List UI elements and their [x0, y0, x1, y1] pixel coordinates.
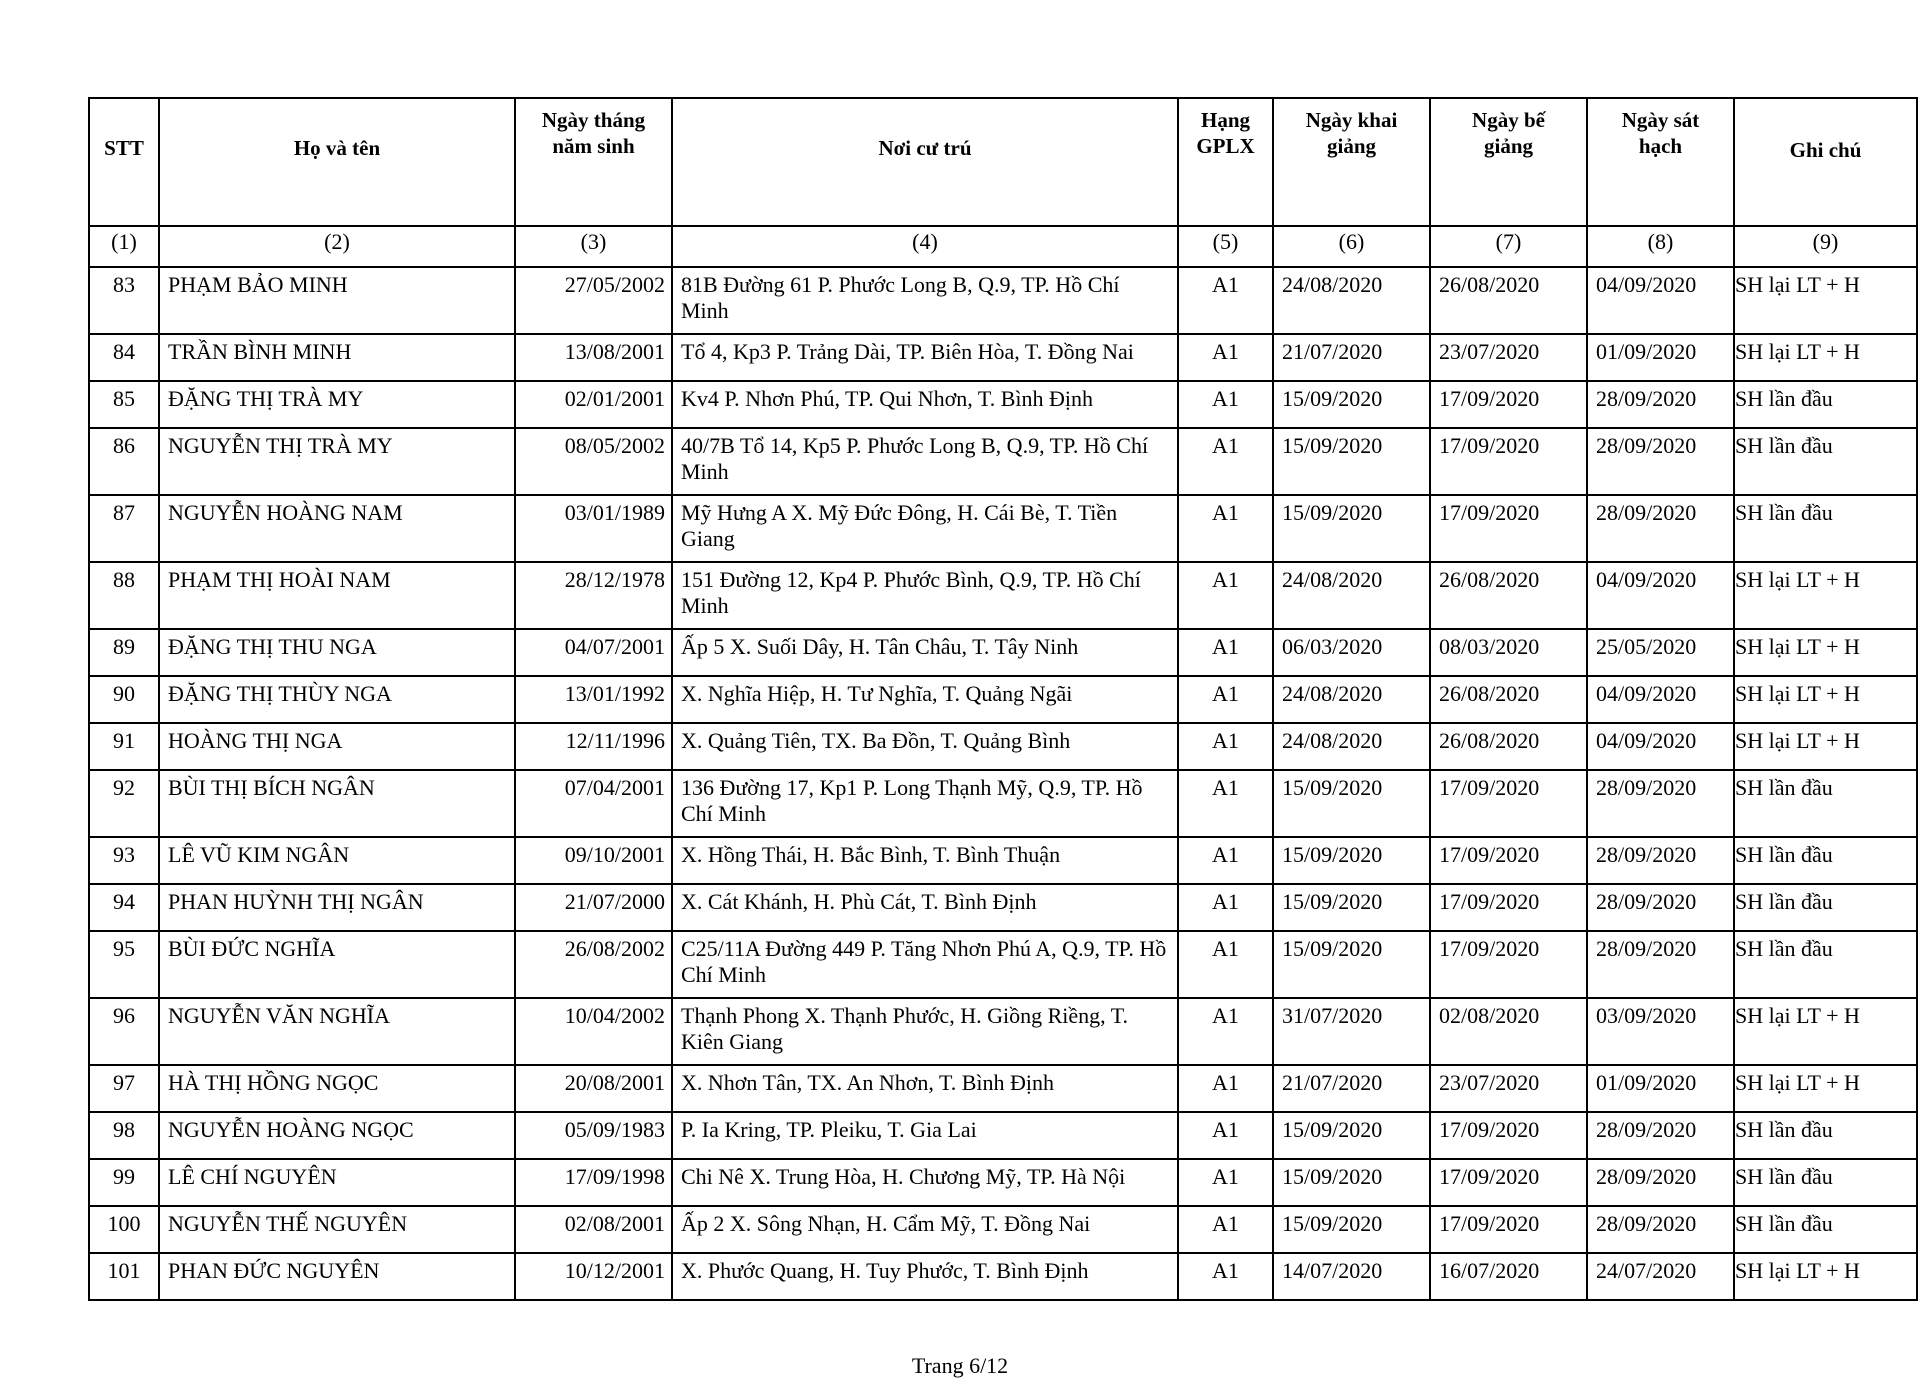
cell-end-date: 17/09/2020 [1430, 381, 1587, 428]
cell-license-class: A1 [1178, 1065, 1273, 1112]
cell-exam-date: 28/09/2020 [1587, 770, 1734, 837]
table-row [89, 770, 1917, 837]
cell-address: 136 Đường 17, Kp1 P. Long Thạnh Mỹ, Q.9, TP. Hồ Chí Minh [672, 770, 1178, 837]
cell-dob: 17/09/1998 [515, 1159, 672, 1206]
cell-license-class: A1 [1178, 676, 1273, 723]
cell-stt: 92 [89, 770, 159, 837]
cell-address: 81B Đường 61 P. Phước Long B, Q.9, TP. Hồ Chí Minh [672, 267, 1178, 334]
cell-address: X. Nhơn Tân, TX. An Nhơn, T. Bình Định [672, 1065, 1178, 1112]
cell-note: SH lại LT + H [1734, 267, 1917, 334]
cell-name: NGUYỄN HOÀNG NAM [159, 495, 515, 562]
cell-name: HÀ THỊ HỒNG NGỌC [159, 1065, 515, 1112]
cell-start-date: 24/08/2020 [1273, 676, 1430, 723]
cell-stt: 89 [89, 629, 159, 676]
cell-stt: 85 [89, 381, 159, 428]
table-row [89, 884, 1917, 931]
cell-exam-date: 28/09/2020 [1587, 428, 1734, 495]
column-number: (5) [1178, 226, 1273, 267]
cell-exam-date: 04/09/2020 [1587, 562, 1734, 629]
cell-exam-date: 04/09/2020 [1587, 676, 1734, 723]
cell-exam-date: 04/09/2020 [1587, 723, 1734, 770]
cell-stt: 90 [89, 676, 159, 723]
cell-note: SH lần đầu [1734, 1112, 1917, 1159]
cell-note: SH lần đầu [1734, 931, 1917, 998]
cell-license-class: A1 [1178, 723, 1273, 770]
cell-exam-date: 28/09/2020 [1587, 495, 1734, 562]
cell-address: X. Quảng Tiên, TX. Ba Đồn, T. Quảng Bình [672, 723, 1178, 770]
cell-dob: 26/08/2002 [515, 931, 672, 998]
cell-dob: 08/05/2002 [515, 428, 672, 495]
cell-license-class: A1 [1178, 562, 1273, 629]
cell-note: SH lần đầu [1734, 1159, 1917, 1206]
cell-end-date: 17/09/2020 [1430, 1112, 1587, 1159]
cell-name: TRẦN BÌNH MINH [159, 334, 515, 381]
header-exam-date: Ngày sát hạch [1587, 98, 1734, 226]
cell-address: 151 Đường 12, Kp4 P. Phước Bình, Q.9, TP. Hồ Chí Minh [672, 562, 1178, 629]
cell-start-date: 15/09/2020 [1273, 1206, 1430, 1253]
cell-note: SH lần đầu [1734, 495, 1917, 562]
header-row [89, 98, 1917, 226]
cell-note: SH lại LT + H [1734, 998, 1917, 1065]
cell-end-date: 17/09/2020 [1430, 931, 1587, 998]
cell-address: C25/11A Đường 449 P. Tăng Nhơn Phú A, Q.9, TP. Hồ Chí Minh [672, 931, 1178, 998]
cell-dob: 13/01/1992 [515, 676, 672, 723]
table-row [89, 267, 1917, 334]
table-row [89, 562, 1917, 629]
student-list-table [88, 97, 1918, 1301]
cell-note: SH lại LT + H [1734, 1253, 1917, 1300]
cell-dob: 27/05/2002 [515, 267, 672, 334]
cell-note: SH lần đầu [1734, 770, 1917, 837]
cell-license-class: A1 [1178, 1253, 1273, 1300]
cell-exam-date: 04/09/2020 [1587, 267, 1734, 334]
cell-name: NGUYỄN THẾ NGUYÊN [159, 1206, 515, 1253]
cell-dob: 07/04/2001 [515, 770, 672, 837]
header-address: Nơi cư trú [672, 98, 1178, 226]
cell-end-date: 02/08/2020 [1430, 998, 1587, 1065]
cell-name: ĐẶNG THỊ TRÀ MY [159, 381, 515, 428]
cell-exam-date: 28/09/2020 [1587, 931, 1734, 998]
cell-end-date: 17/09/2020 [1430, 837, 1587, 884]
cell-start-date: 15/09/2020 [1273, 495, 1430, 562]
cell-stt: 97 [89, 1065, 159, 1112]
cell-start-date: 15/09/2020 [1273, 428, 1430, 495]
cell-dob: 13/08/2001 [515, 334, 672, 381]
cell-stt: 83 [89, 267, 159, 334]
cell-start-date: 15/09/2020 [1273, 381, 1430, 428]
cell-stt: 93 [89, 837, 159, 884]
cell-address: Thạnh Phong X. Thạnh Phước, H. Giồng Riềng, T. Kiên Giang [672, 998, 1178, 1065]
cell-license-class: A1 [1178, 998, 1273, 1065]
cell-name: ĐẶNG THỊ THU NGA [159, 629, 515, 676]
cell-license-class: A1 [1178, 267, 1273, 334]
cell-exam-date: 28/09/2020 [1587, 381, 1734, 428]
table-row [89, 931, 1917, 998]
cell-stt: 84 [89, 334, 159, 381]
header-license-class: Hạng GPLX [1178, 98, 1273, 226]
cell-end-date: 23/07/2020 [1430, 334, 1587, 381]
cell-start-date: 31/07/2020 [1273, 998, 1430, 1065]
cell-stt: 100 [89, 1206, 159, 1253]
column-number: (9) [1734, 226, 1917, 267]
cell-exam-date: 01/09/2020 [1587, 334, 1734, 381]
cell-exam-date: 28/09/2020 [1587, 1206, 1734, 1253]
cell-license-class: A1 [1178, 1159, 1273, 1206]
table-row [89, 1065, 1917, 1112]
cell-start-date: 06/03/2020 [1273, 629, 1430, 676]
cell-dob: 10/04/2002 [515, 998, 672, 1065]
cell-name: ĐẶNG THỊ THÙY NGA [159, 676, 515, 723]
cell-stt: 99 [89, 1159, 159, 1206]
cell-name: PHAN ĐỨC NGUYÊN [159, 1253, 515, 1300]
cell-note: SH lại LT + H [1734, 676, 1917, 723]
cell-address: 40/7B Tổ 14, Kp5 P. Phước Long B, Q.9, TP. Hồ Chí Minh [672, 428, 1178, 495]
column-number: (6) [1273, 226, 1430, 267]
cell-name: PHẠM BẢO MINH [159, 267, 515, 334]
table-row [89, 428, 1917, 495]
cell-note: SH lại LT + H [1734, 334, 1917, 381]
cell-note: SH lại LT + H [1734, 629, 1917, 676]
table-row [89, 676, 1917, 723]
cell-dob: 03/01/1989 [515, 495, 672, 562]
cell-dob: 20/08/2001 [515, 1065, 672, 1112]
cell-stt: 98 [89, 1112, 159, 1159]
header-name: Họ và tên [159, 98, 515, 226]
cell-end-date: 26/08/2020 [1430, 562, 1587, 629]
table-row [89, 629, 1917, 676]
cell-license-class: A1 [1178, 1206, 1273, 1253]
table-row [89, 1112, 1917, 1159]
cell-dob: 09/10/2001 [515, 837, 672, 884]
cell-license-class: A1 [1178, 770, 1273, 837]
cell-address: X. Phước Quang, H. Tuy Phước, T. Bình Định [672, 1253, 1178, 1300]
cell-address: Kv4 P. Nhơn Phú, TP. Qui Nhơn, T. Bình Định [672, 381, 1178, 428]
cell-start-date: 15/09/2020 [1273, 884, 1430, 931]
cell-exam-date: 28/09/2020 [1587, 884, 1734, 931]
table-row [89, 723, 1917, 770]
cell-end-date: 17/09/2020 [1430, 770, 1587, 837]
cell-end-date: 08/03/2020 [1430, 629, 1587, 676]
cell-note: SH lần đầu [1734, 428, 1917, 495]
table-row [89, 998, 1917, 1065]
table-body [89, 226, 1917, 1300]
cell-address: Ấp 5 X. Suối Dây, H. Tân Châu, T. Tây Ninh [672, 629, 1178, 676]
cell-note: SH lần đầu [1734, 381, 1917, 428]
cell-note: SH lại LT + H [1734, 1065, 1917, 1112]
column-number: (2) [159, 226, 515, 267]
cell-exam-date: 28/09/2020 [1587, 1159, 1734, 1206]
cell-stt: 101 [89, 1253, 159, 1300]
cell-dob: 28/12/1978 [515, 562, 672, 629]
cell-address: P. Ia Kring, TP. Pleiku, T. Gia Lai [672, 1112, 1178, 1159]
cell-name: LÊ CHÍ NGUYÊN [159, 1159, 515, 1206]
cell-dob: 21/07/2000 [515, 884, 672, 931]
cell-name: NGUYỄN HOÀNG NGỌC [159, 1112, 515, 1159]
cell-start-date: 24/08/2020 [1273, 562, 1430, 629]
cell-name: LÊ VŨ KIM NGÂN [159, 837, 515, 884]
column-number: (8) [1587, 226, 1734, 267]
cell-name: BÙI ĐỨC NGHĨA [159, 931, 515, 998]
cell-exam-date: 28/09/2020 [1587, 1112, 1734, 1159]
cell-end-date: 26/08/2020 [1430, 267, 1587, 334]
cell-start-date: 24/08/2020 [1273, 723, 1430, 770]
table-row [89, 1253, 1917, 1300]
cell-license-class: A1 [1178, 428, 1273, 495]
cell-license-class: A1 [1178, 381, 1273, 428]
cell-note: SH lần đầu [1734, 837, 1917, 884]
cell-dob: 10/12/2001 [515, 1253, 672, 1300]
cell-dob: 04/07/2001 [515, 629, 672, 676]
cell-license-class: A1 [1178, 334, 1273, 381]
cell-note: SH lại LT + H [1734, 562, 1917, 629]
header-note: Ghi chú [1734, 98, 1917, 226]
cell-license-class: A1 [1178, 884, 1273, 931]
table-row [89, 495, 1917, 562]
column-number: (4) [672, 226, 1178, 267]
cell-end-date: 17/09/2020 [1430, 428, 1587, 495]
cell-start-date: 15/09/2020 [1273, 1159, 1430, 1206]
cell-note: SH lần đầu [1734, 884, 1917, 931]
cell-name: PHẠM THỊ HOÀI NAM [159, 562, 515, 629]
cell-dob: 12/11/1996 [515, 723, 672, 770]
cell-start-date: 21/07/2020 [1273, 334, 1430, 381]
column-number: (3) [515, 226, 672, 267]
cell-address: X. Cát Khánh, H. Phù Cát, T. Bình Định [672, 884, 1178, 931]
cell-exam-date: 25/05/2020 [1587, 629, 1734, 676]
cell-address: Mỹ Hưng A X. Mỹ Đức Đông, H. Cái Bè, T. Tiền Giang [672, 495, 1178, 562]
cell-stt: 88 [89, 562, 159, 629]
cell-exam-date: 01/09/2020 [1587, 1065, 1734, 1112]
cell-name: NGUYỄN THỊ TRÀ MY [159, 428, 515, 495]
cell-stt: 95 [89, 931, 159, 998]
cell-address: Tổ 4, Kp3 P. Trảng Dài, TP. Biên Hòa, T. Đồng Nai [672, 334, 1178, 381]
cell-exam-date: 24/07/2020 [1587, 1253, 1734, 1300]
header-stt: STT [89, 98, 159, 226]
cell-stt: 86 [89, 428, 159, 495]
cell-address: X. Hồng Thái, H. Bắc Bình, T. Bình Thuận [672, 837, 1178, 884]
table-row [89, 1159, 1917, 1206]
cell-start-date: 21/07/2020 [1273, 1065, 1430, 1112]
cell-name: BÙI THỊ BÍCH NGÂN [159, 770, 515, 837]
header-start-date: Ngày khai giảng [1273, 98, 1430, 226]
cell-name: NGUYỄN VĂN NGHĨA [159, 998, 515, 1065]
cell-address: Chi Nê X. Trung Hòa, H. Chương Mỹ, TP. Hà Nội [672, 1159, 1178, 1206]
cell-address: Ấp 2 X. Sông Nhạn, H. Cẩm Mỹ, T. Đồng Nai [672, 1206, 1178, 1253]
cell-start-date: 15/09/2020 [1273, 931, 1430, 998]
cell-end-date: 23/07/2020 [1430, 1065, 1587, 1112]
cell-end-date: 26/08/2020 [1430, 723, 1587, 770]
cell-name: HOÀNG THỊ NGA [159, 723, 515, 770]
cell-start-date: 15/09/2020 [1273, 770, 1430, 837]
column-number: (7) [1430, 226, 1587, 267]
cell-dob: 02/08/2001 [515, 1206, 672, 1253]
cell-stt: 87 [89, 495, 159, 562]
cell-address: X. Nghĩa Hiệp, H. Tư Nghĩa, T. Quảng Ngãi [672, 676, 1178, 723]
column-number: (1) [89, 226, 159, 267]
cell-license-class: A1 [1178, 931, 1273, 998]
cell-end-date: 17/09/2020 [1430, 1159, 1587, 1206]
table-row [89, 1206, 1917, 1253]
cell-end-date: 16/07/2020 [1430, 1253, 1587, 1300]
cell-exam-date: 03/09/2020 [1587, 998, 1734, 1065]
column-number-row [89, 226, 1917, 267]
cell-note: SH lần đầu [1734, 1206, 1917, 1253]
cell-end-date: 17/09/2020 [1430, 884, 1587, 931]
cell-end-date: 17/09/2020 [1430, 495, 1587, 562]
cell-stt: 96 [89, 998, 159, 1065]
cell-license-class: A1 [1178, 1112, 1273, 1159]
cell-dob: 02/01/2001 [515, 381, 672, 428]
cell-end-date: 26/08/2020 [1430, 676, 1587, 723]
cell-start-date: 15/09/2020 [1273, 837, 1430, 884]
cell-start-date: 14/07/2020 [1273, 1253, 1430, 1300]
header-dob: Ngày tháng năm sinh [515, 98, 672, 226]
table-row [89, 381, 1917, 428]
cell-start-date: 24/08/2020 [1273, 267, 1430, 334]
header-end-date: Ngày bế giảng [1430, 98, 1587, 226]
cell-dob: 05/09/1983 [515, 1112, 672, 1159]
cell-name: PHAN HUỲNH THỊ NGÂN [159, 884, 515, 931]
cell-start-date: 15/09/2020 [1273, 1112, 1430, 1159]
table-row [89, 837, 1917, 884]
page-number: Trang 6/12 [911, 1353, 1009, 1378]
cell-end-date: 17/09/2020 [1430, 1206, 1587, 1253]
cell-license-class: A1 [1178, 495, 1273, 562]
table-row [89, 334, 1917, 381]
cell-note: SH lại LT + H [1734, 723, 1917, 770]
cell-license-class: A1 [1178, 837, 1273, 884]
table-header [89, 98, 1917, 226]
cell-exam-date: 28/09/2020 [1587, 837, 1734, 884]
cell-license-class: A1 [1178, 629, 1273, 676]
cell-stt: 94 [89, 884, 159, 931]
cell-stt: 91 [89, 723, 159, 770]
